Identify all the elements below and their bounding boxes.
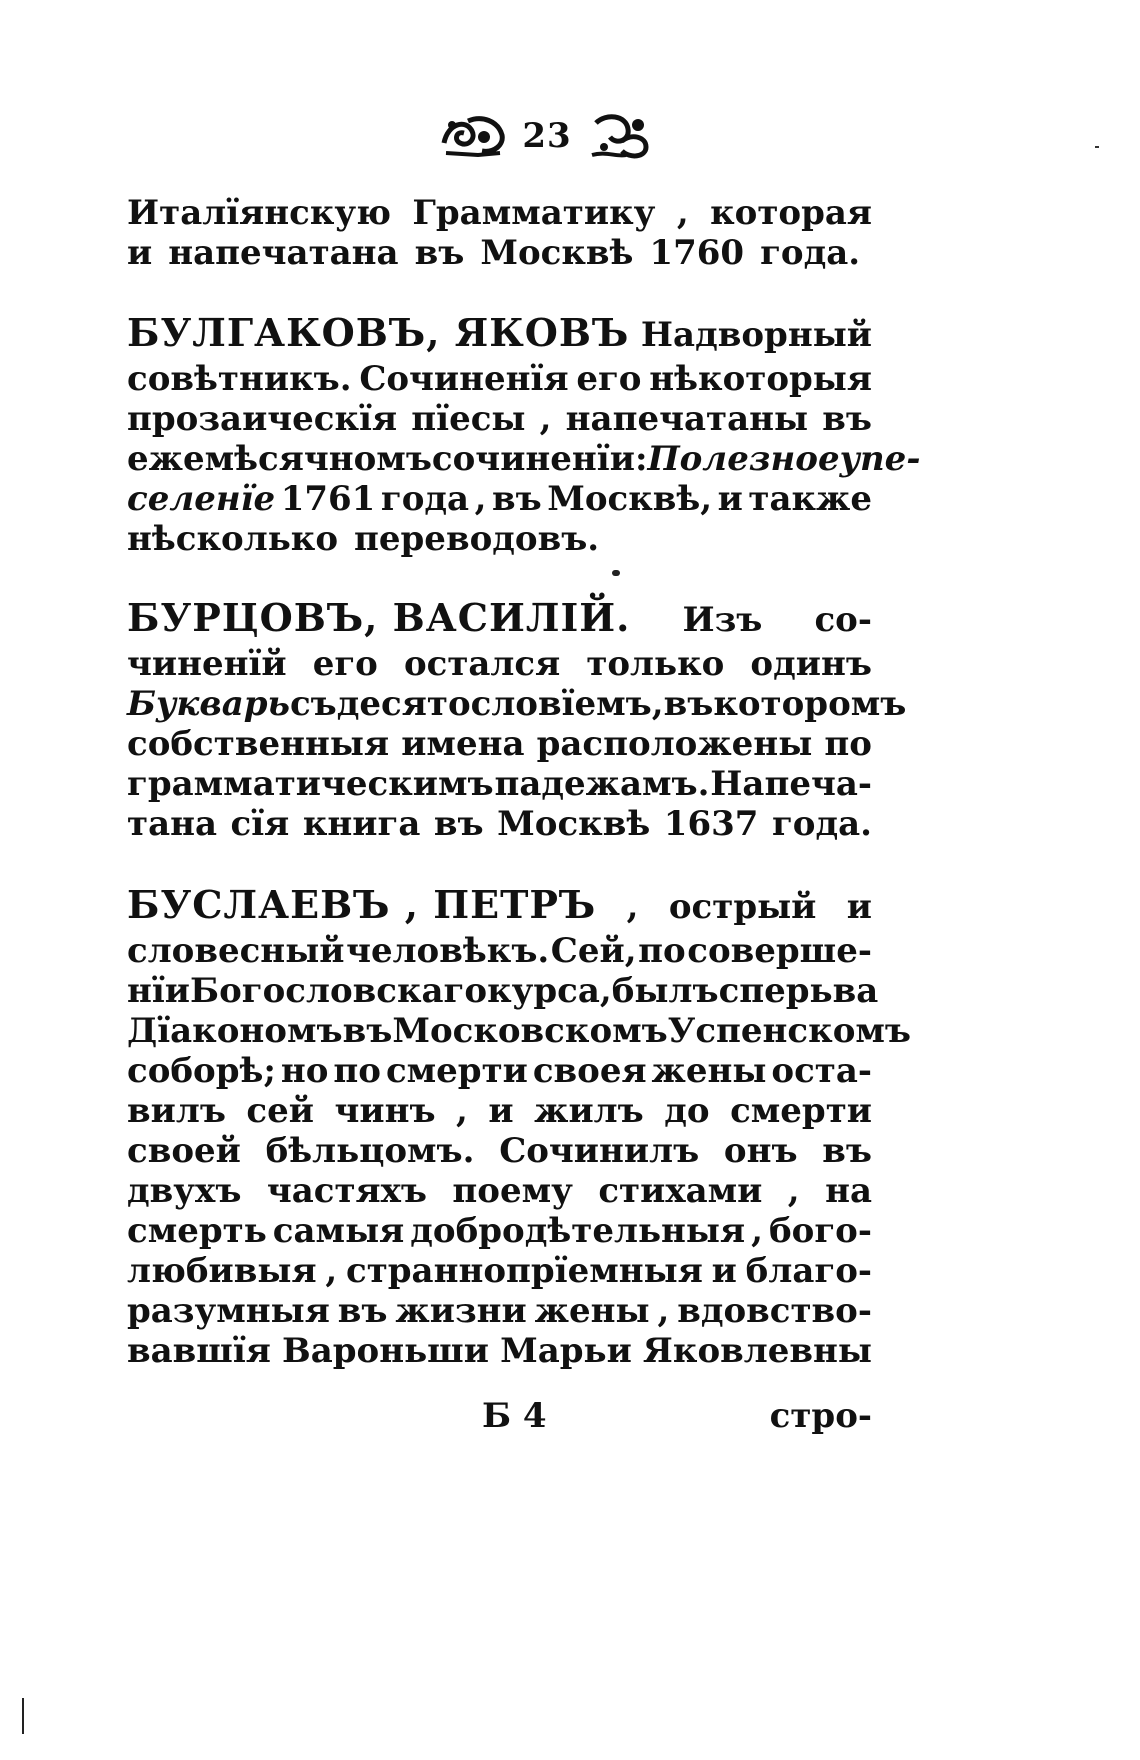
word: и [846, 887, 872, 927]
word: нїи [127, 971, 191, 1011]
text-line [127, 1011, 911, 1051]
word: съ [289, 684, 337, 724]
word: Московскомъ [392, 1011, 668, 1051]
word: но [280, 1051, 329, 1091]
text-line [127, 359, 872, 399]
word: , [626, 887, 639, 927]
word: Дїакономъ [127, 1011, 343, 1051]
word: Италїянскую [127, 193, 391, 233]
word: соверше- [687, 931, 872, 971]
word: вдовство- [677, 1291, 872, 1331]
word: которомъ [713, 684, 907, 724]
italic-title: селенїе [127, 479, 276, 519]
word: года. [771, 804, 872, 844]
word: до [664, 1091, 710, 1131]
word: Москвѣ [497, 804, 651, 844]
word: и [711, 1251, 737, 1291]
text-line [127, 684, 907, 724]
text-line [127, 193, 872, 233]
word: въ [491, 479, 542, 519]
word: оста- [771, 1051, 872, 1091]
word: Марьи [500, 1331, 632, 1371]
text-line [127, 1131, 872, 1171]
word: Сей, [550, 931, 637, 971]
word: 1760 [649, 233, 745, 273]
text-line [127, 399, 872, 439]
word: , [456, 1091, 468, 1131]
page-footer [127, 1396, 872, 1440]
word: поему [452, 1171, 573, 1211]
word: по [333, 1051, 381, 1091]
scan-edge-mark [22, 1698, 24, 1734]
italic-title: упе- [839, 439, 921, 479]
word: смерть [127, 1211, 267, 1251]
word: въ [342, 1011, 393, 1051]
word: , [474, 479, 487, 519]
word: въ [822, 1131, 872, 1171]
word: Сочиненїя [359, 359, 569, 399]
text-line [127, 233, 872, 273]
floral-ornament-icon [586, 111, 652, 161]
word: падежамъ. [494, 764, 710, 804]
word: вавшїя [127, 1331, 271, 1371]
word: человѣкъ. [346, 931, 550, 971]
word: и [717, 479, 743, 519]
word: одинъ [750, 644, 872, 684]
word: десятословїемъ, [336, 684, 664, 724]
word: , [325, 1251, 338, 1291]
word: прозаическїя [127, 399, 398, 439]
word: ежемѣсячномъ [127, 439, 432, 479]
entry-heading: БУРЦОВЪ, ВАСИЛІЙ. [127, 595, 631, 640]
word: былъ [611, 971, 719, 1011]
word: жилъ [534, 1091, 644, 1131]
word: совѣтникъ. [127, 359, 352, 399]
text-line [127, 724, 872, 764]
word: Изъ [682, 600, 763, 640]
text-line [127, 931, 872, 971]
word: также [748, 479, 872, 519]
entry-heading: БУЛГАКОВЪ, ЯКОВЪ [127, 310, 630, 355]
word: Москвѣ [480, 233, 634, 273]
word: 1761 [280, 479, 376, 519]
text-line [127, 971, 879, 1011]
italic-title: Полезное [647, 439, 840, 479]
word: имена [401, 724, 525, 764]
text-line [127, 764, 872, 804]
page-header [380, 106, 710, 166]
word: сочиненїи: [431, 439, 648, 479]
word: 1637 [663, 804, 759, 844]
entry-buslaev [127, 882, 911, 1371]
entry-bulgakov [127, 310, 921, 559]
word: Грамматику [412, 193, 656, 233]
word: въ [822, 399, 872, 439]
word: курса, [487, 971, 612, 1011]
word: любивыя [127, 1251, 317, 1291]
text-line [127, 1291, 872, 1331]
word: благо- [745, 1251, 872, 1291]
text-line [127, 439, 921, 479]
word: Москвѣ, [547, 479, 713, 519]
text-line [127, 1251, 872, 1291]
word: жизни [395, 1291, 527, 1331]
word: самыя [272, 1211, 405, 1251]
catchword: стро- [769, 1396, 872, 1436]
word: въ [433, 804, 484, 844]
word: , [539, 399, 552, 439]
word: Богословскаго [190, 971, 488, 1011]
word: Успенскомъ [667, 1011, 911, 1051]
signature-mark: Б 4 [482, 1396, 547, 1436]
text-line [127, 310, 872, 359]
word: пїесы [411, 399, 526, 439]
word: собственныя [127, 724, 390, 764]
word: Надворный [640, 315, 872, 355]
word: только [586, 644, 725, 684]
word: нѣсколько [127, 519, 339, 559]
word: переводовъ. [354, 519, 600, 559]
text-line [127, 882, 872, 931]
ink-speck [612, 570, 620, 576]
word: бого- [768, 1211, 872, 1251]
word: Сочинилъ [499, 1131, 700, 1171]
word: Яковлевны [642, 1331, 872, 1371]
word: словесный [127, 931, 345, 971]
word: своея [532, 1051, 647, 1091]
word: стихами [598, 1171, 763, 1211]
word: Вароньши [281, 1331, 489, 1371]
word: грамматическимъ [127, 764, 494, 804]
word: смерти [385, 1051, 528, 1091]
word: страннопрїемныя [346, 1251, 703, 1291]
floral-ornament-icon [438, 113, 508, 159]
entry-heading: БУСЛАЕВЪ , ПЕТРЪ [127, 882, 597, 927]
continuation-paragraph [127, 193, 872, 273]
text-line [127, 804, 872, 844]
word: смерти [730, 1091, 872, 1131]
word: въ [663, 684, 714, 724]
word: разумныя [127, 1291, 330, 1331]
text-line [127, 1051, 872, 1091]
word: двухъ [127, 1171, 242, 1211]
word: и [488, 1091, 514, 1131]
word: Напеча- [710, 764, 872, 804]
word: сей [246, 1091, 314, 1131]
word: остался [403, 644, 561, 684]
word: расположены [536, 724, 813, 764]
word: въ [337, 1291, 388, 1331]
word: книга [302, 804, 421, 844]
word: напечатаны [565, 399, 809, 439]
word: , [751, 1211, 763, 1251]
word: вилъ [127, 1091, 226, 1131]
word: которая [710, 193, 872, 233]
word: и [127, 233, 153, 273]
word: сїя [230, 804, 290, 844]
text-line [127, 1331, 872, 1371]
word: по [638, 931, 686, 971]
text-line [127, 1091, 872, 1131]
word: сперьва [718, 971, 879, 1011]
word: чиненїй [127, 644, 287, 684]
word: , [787, 1171, 800, 1211]
word: , [676, 193, 689, 233]
text-line [127, 519, 872, 559]
word: бѣльцомъ. [265, 1131, 475, 1171]
word: его [312, 644, 378, 684]
word: на [825, 1171, 872, 1211]
text-line [127, 1171, 872, 1211]
italic-title: Букварь [127, 684, 290, 724]
word: своей [127, 1131, 241, 1171]
text-line [127, 644, 872, 684]
word: нѣкоторыя [649, 359, 872, 399]
word: острый [668, 887, 817, 927]
word: частяхъ [266, 1171, 427, 1211]
text-line [127, 595, 872, 644]
word: его [576, 359, 642, 399]
entry-burtsov [127, 595, 907, 844]
word: , [657, 1291, 670, 1331]
word: года [380, 479, 470, 519]
word: въ [414, 233, 465, 273]
word: добродѣтельныя [410, 1211, 746, 1251]
word: соборѣ; [127, 1051, 276, 1091]
text-line [127, 1211, 872, 1251]
word: тана [127, 804, 218, 844]
scan-speck [1095, 146, 1099, 148]
text-line [127, 479, 872, 519]
word: со- [814, 600, 872, 640]
word: чинъ [334, 1091, 436, 1131]
page-number: 23 [522, 116, 572, 156]
word: онъ [723, 1131, 798, 1171]
word: года. [760, 233, 861, 273]
word: жены [651, 1051, 767, 1091]
word: по [824, 724, 872, 764]
word: напечатана [168, 233, 399, 273]
word: жены [534, 1291, 650, 1331]
